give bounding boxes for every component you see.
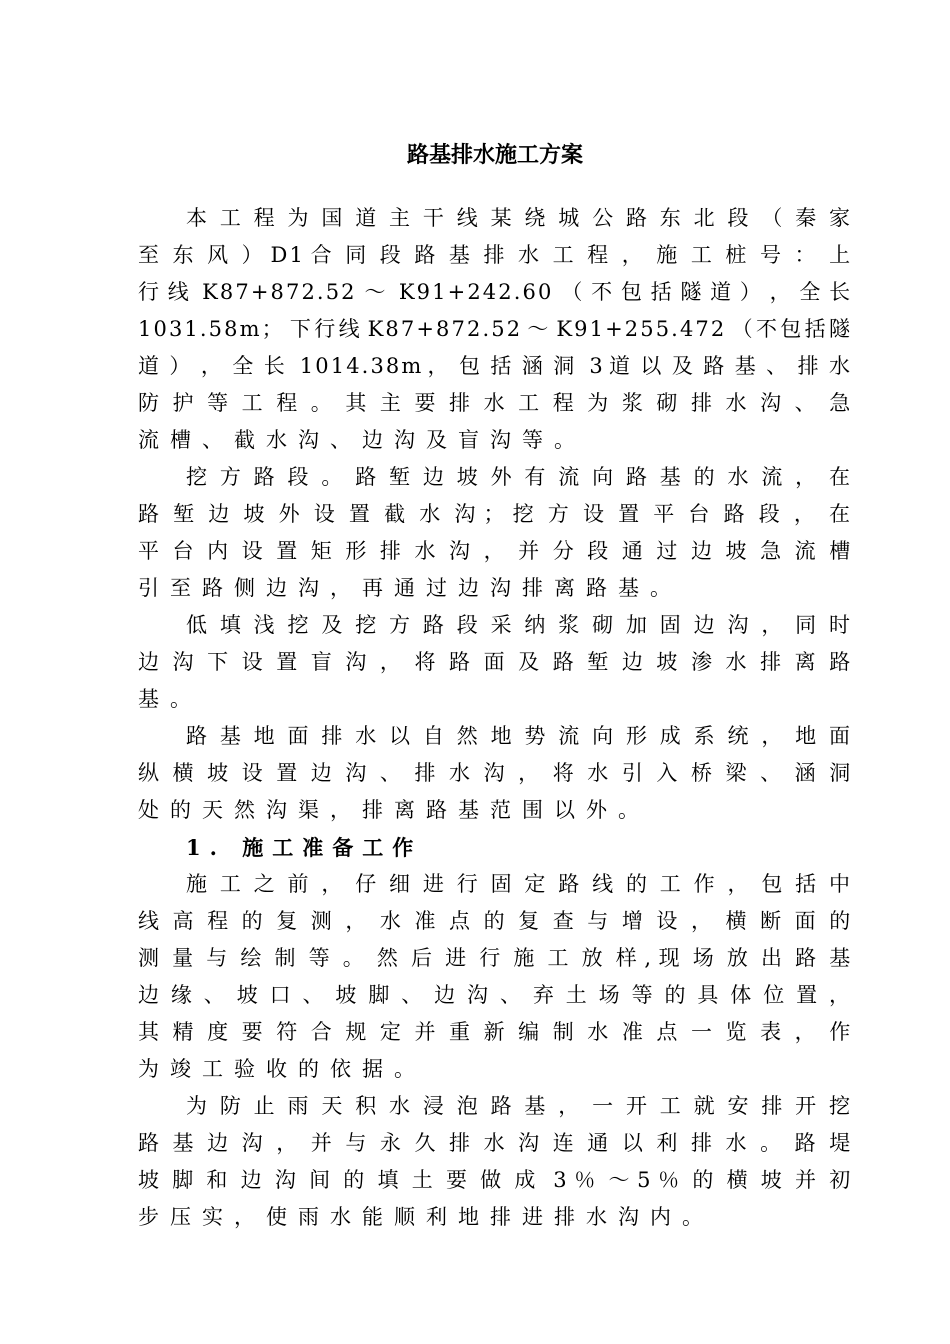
document-body xyxy=(138,200,850,1236)
text-line: 路 基 边 沟 ， 并 与 永 久 排 水 沟 连 通 以 利 排 水 。 路 堤 xyxy=(138,1131,850,1155)
text-line: 平 台 内 设 置 矩 形 排 水 沟 ， 并 分 段 通 过 边 坡 急 流 槽 xyxy=(138,539,850,563)
section-heading: 1. 施工准备工作 xyxy=(186,835,423,860)
text-line: 其 精 度 要 符 合 规 定 并 重 新 编 制 水 准 点 一 览 表 ， 作 xyxy=(138,1020,850,1044)
text-line: 施 工 之 前 ， 仔 细 进 行 固 定 路 线 的 工 作 ， 包 括 中 xyxy=(186,872,850,896)
text-line: 路 堑 边 坡 外 设 置 截 水 沟 ； 挖 方 设 置 平 台 路 段 ， 在 xyxy=(138,502,850,526)
text-line: 道 ） ， 全 长 1 0 1 4 . 3 8 m ， 包 括 涵 洞 3 道 以 及 路 基 、 排 水 xyxy=(138,354,850,378)
text-line: 流槽、截水沟、边沟及盲沟等。 xyxy=(138,428,586,452)
text-line: 处的天然沟渠，排离路基范围以外。 xyxy=(138,798,650,822)
text-line: 挖 方 路 段 。 路 堑 边 坡 外 有 流 向 路 基 的 水 流 ， 在 xyxy=(186,465,850,489)
text-line: 引至路侧边沟，再通过边沟排离路基。 xyxy=(138,576,682,600)
text-line: 为 防 止 雨 天 积 水 浸 泡 路 基 ， 一 开 工 就 安 排 开 挖 xyxy=(186,1094,850,1118)
text-line: 低 填 浅 挖 及 挖 方 路 段 采 纳 浆 砌 加 固 边 沟 ， 同 时 xyxy=(186,613,850,637)
text-line: 至 东 风 ） D 1 合 同 段 路 基 排 水 工 程 ， 施 工 桩 号 ： 上 xyxy=(138,243,850,267)
text-line: 本 工 程 为 国 道 主 干 线 某 绕 城 公 路 东 北 段 （ 秦 家 xyxy=(186,206,850,230)
document-title: 路基排水施工方案 xyxy=(406,142,583,168)
text-line: 边 缘 、 坡 口 、 坡 脚 、 边 沟 、 弃 土 场 等 的 具 体 位 置 ， xyxy=(138,983,850,1007)
text-line: 步压实，使雨水能顺利地排进排水沟内。 xyxy=(138,1205,714,1229)
text-line: 线 高 程 的 复 测 ， 水 准 点 的 复 查 与 增 设 ， 横 断 面 的 xyxy=(138,909,850,933)
text-line: 边 沟 下 设 置 盲 沟 ， 将 路 面 及 路 堑 边 坡 渗 水 排 离 路 xyxy=(138,650,850,674)
text-line: 测 量 与 绘 制 等 。 然 后 进 行 施 工 放 样 , 现 场 放 出 路 基 xyxy=(138,946,850,970)
text-line: 基。 xyxy=(138,687,202,711)
text-line: 防 护 等 工 程 。 其 主 要 排 水 工 程 为 浆 砌 排 水 沟 、 急 xyxy=(138,391,850,415)
text-line: 坡 脚 和 边 沟 间 的 填 土 要 做 成 3 ％ ～ 5 ％ 的 横 坡 并 初 xyxy=(138,1168,850,1192)
text-line: 1 0 3 1 . 5 8 m ； 下 行 线 K 8 7 + 8 7 2 . 5 2 ～ K 9 1 + 2 5 5 . 4 7 2 （ 不 包 括 隧 xyxy=(138,317,850,341)
text-line: 为竣工验收的依据。 xyxy=(138,1057,426,1081)
text-line: 路 基 地 面 排 水 以 自 然 地 势 流 向 形 成 系 统 ， 地 面 xyxy=(186,724,850,748)
text-line: 纵 横 坡 设 置 边 沟 、 排 水 沟 ， 将 水 引 入 桥 梁 、 涵 洞 xyxy=(138,761,850,785)
text-line: 行 线 K 8 7 + 8 7 2 . 5 2 ～ K 9 1 + 2 4 2 . 6 0 （ 不 包 括 隧 道 ） ， 全 长 xyxy=(138,280,850,304)
